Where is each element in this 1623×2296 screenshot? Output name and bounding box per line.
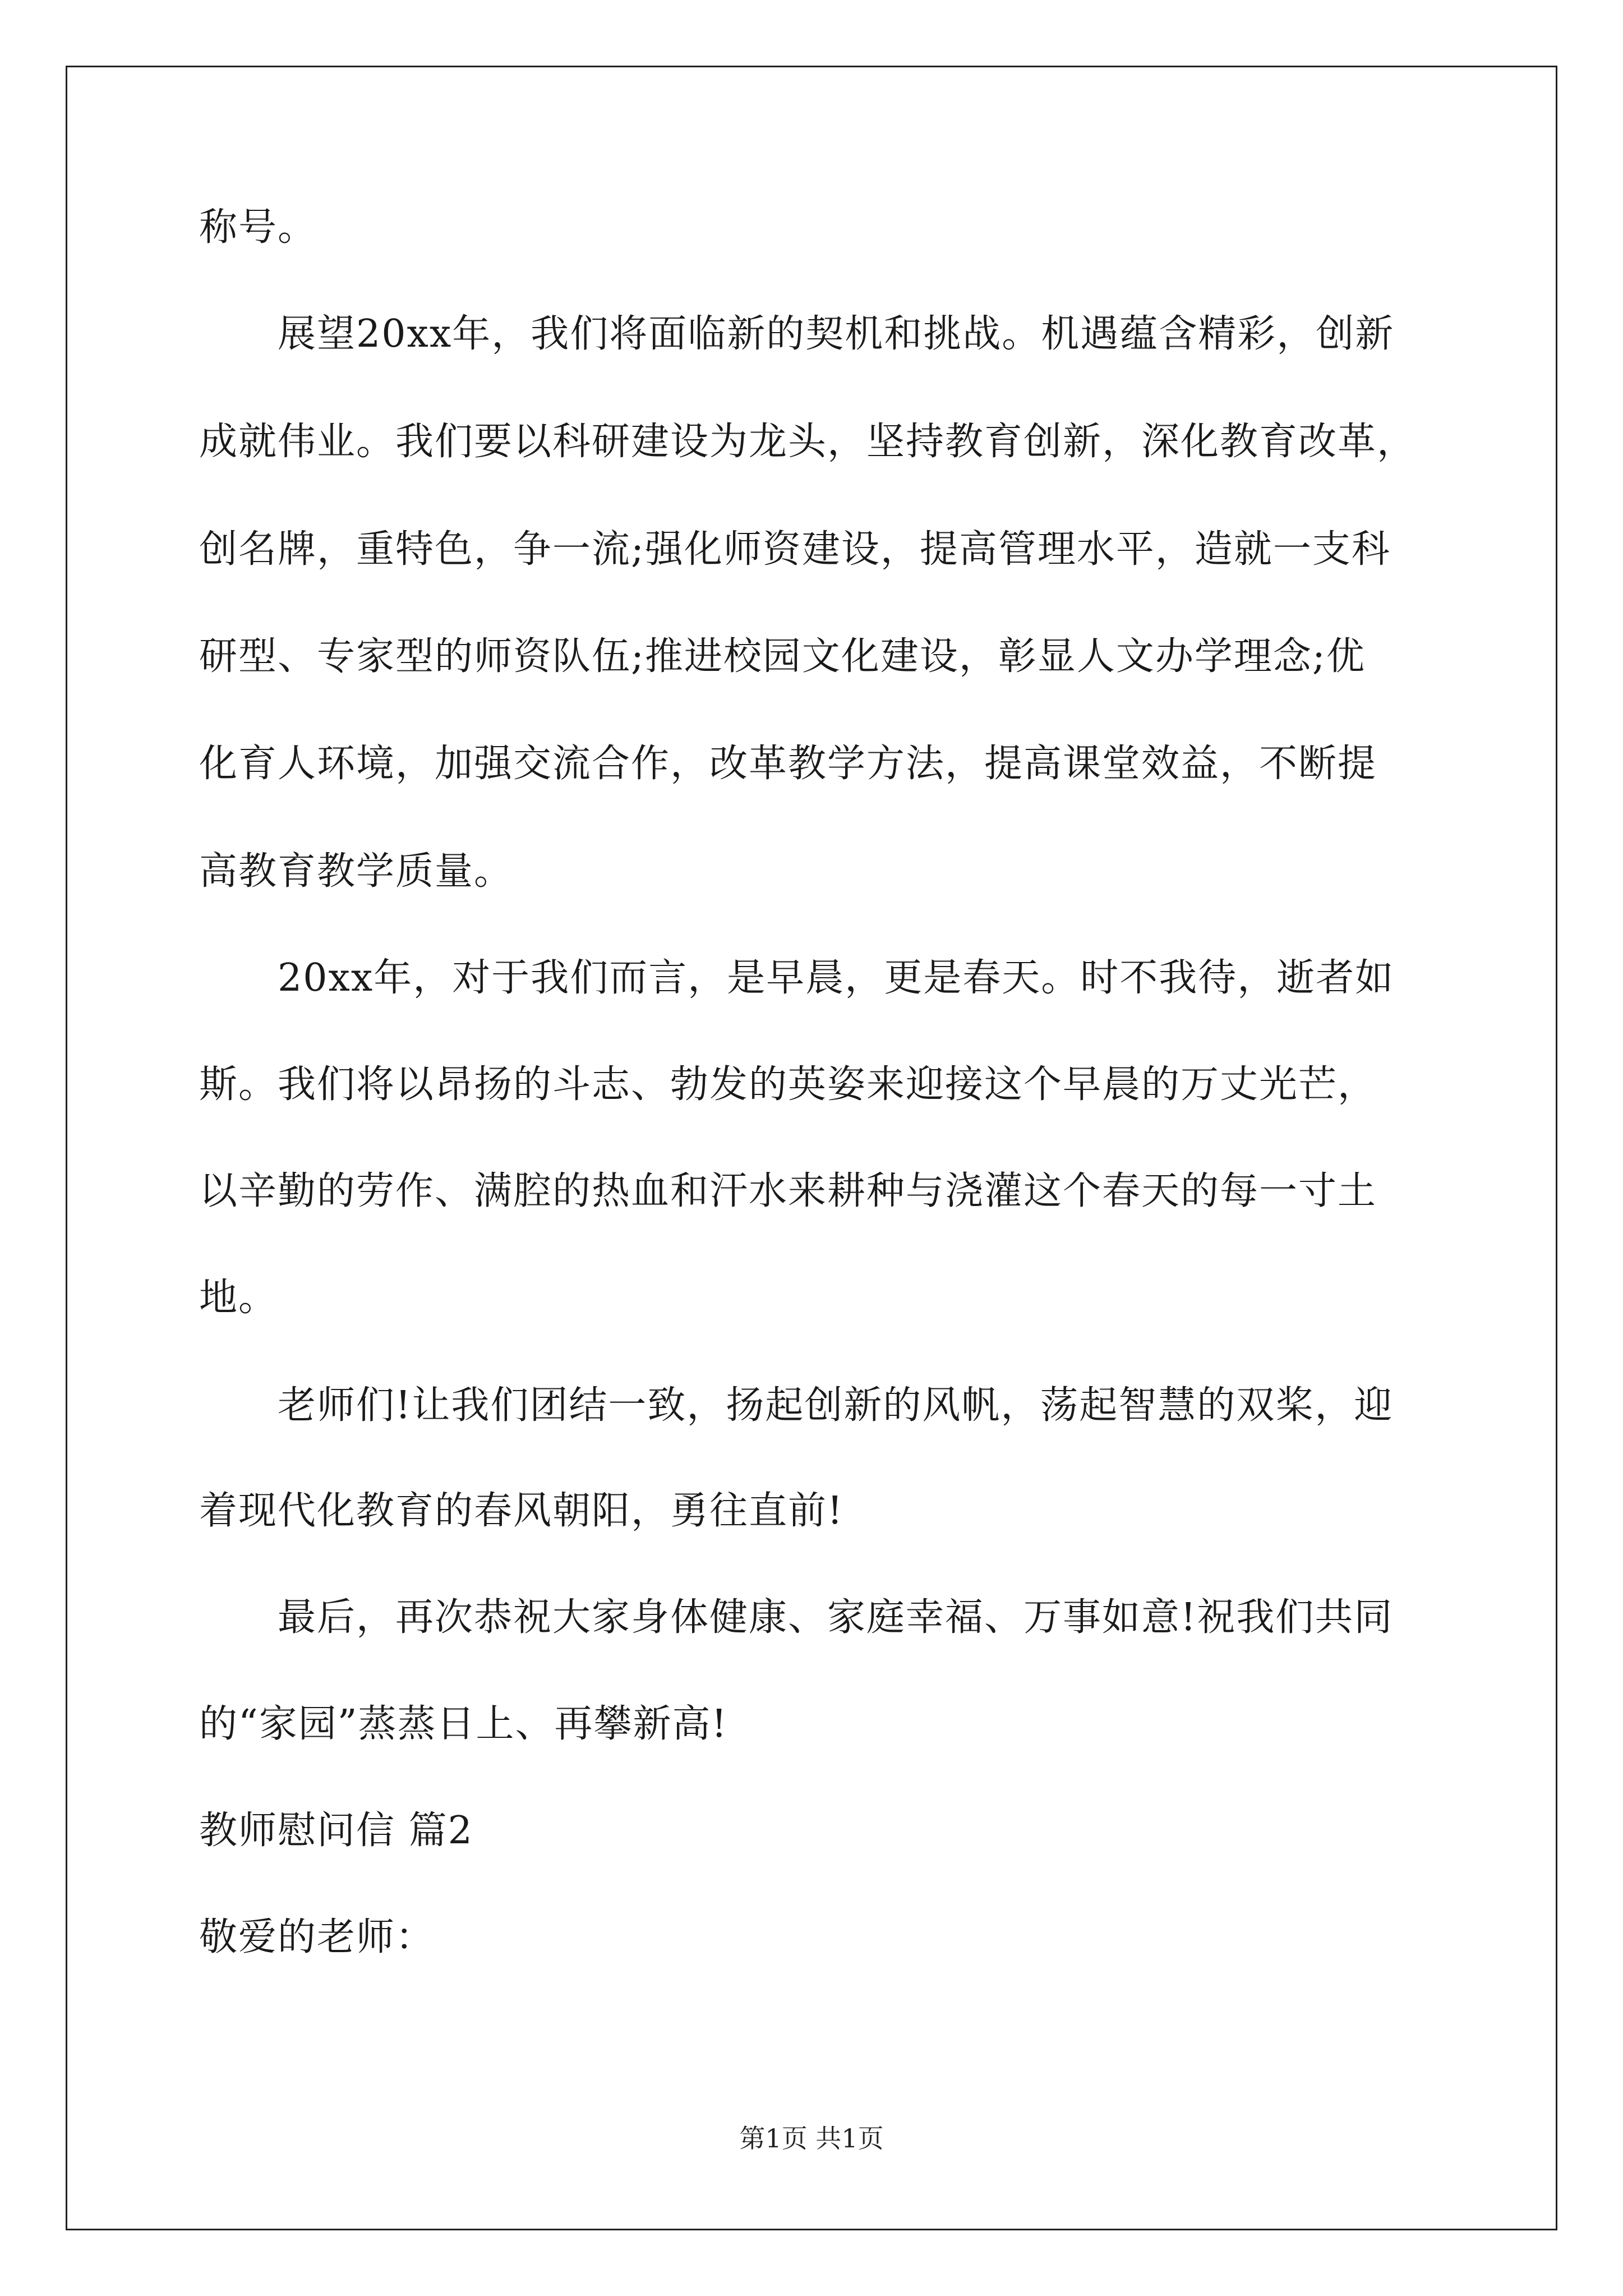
paragraph-start-line: 20xx年，对于我们而言，是早晨，更是春天。时不我待，逝者如	[278, 956, 1395, 1000]
text-line: 高教育教学质量。	[199, 849, 514, 894]
text-line: 地。	[199, 1276, 278, 1320]
text-line: 化育人环境，加强交流合作，改革教学方法，提高课堂效益，不断提	[199, 742, 1377, 786]
text-line: 的“家园”蒸蒸日上、再攀新高!	[199, 1702, 728, 1746]
text-line: 创名牌，重特色，争一流;强化师资建设，提高管理水平，造就一支科	[199, 527, 1391, 572]
text-line: 着现代化教育的春风朝阳，勇往直前!	[199, 1489, 844, 1533]
salutation: 敬爱的老师：	[199, 1915, 435, 1959]
text-line: 斯。我们将以昂扬的斗志、勃发的英姿来迎接这个早晨的万丈光芒，	[199, 1062, 1377, 1107]
text-line: 以辛勤的劳作、满腔的热血和汗水来耕种与浇灌这个春天的每一寸土	[199, 1169, 1377, 1213]
paragraph-start-line: 老师们!让我们团结一致，扬起创新的风帆，荡起智慧的双桨，迎	[278, 1383, 1394, 1428]
section-heading: 教师慰问信 篇2	[199, 1809, 473, 1853]
paragraph-start-line: 展望20xx年，我们将面临新的契机和挑战。机遇蕴含精彩，创新	[278, 312, 1395, 356]
page-number: 第1页 共1页	[739, 2123, 884, 2154]
page-frame	[66, 66, 1557, 2230]
text-line: 成就伟业。我们要以科研建设为龙头，坚持教育创新，深化教育改革，	[199, 420, 1417, 464]
text-line: 称号。	[199, 205, 317, 250]
paragraph-start-line: 最后，再次恭祝大家身体健康、家庭幸福、万事如意!祝我们共同	[278, 1595, 1394, 1640]
text-line: 研型、专家型的师资队伍;推进校园文化建设，彰显人文办学理念;优	[199, 634, 1366, 679]
